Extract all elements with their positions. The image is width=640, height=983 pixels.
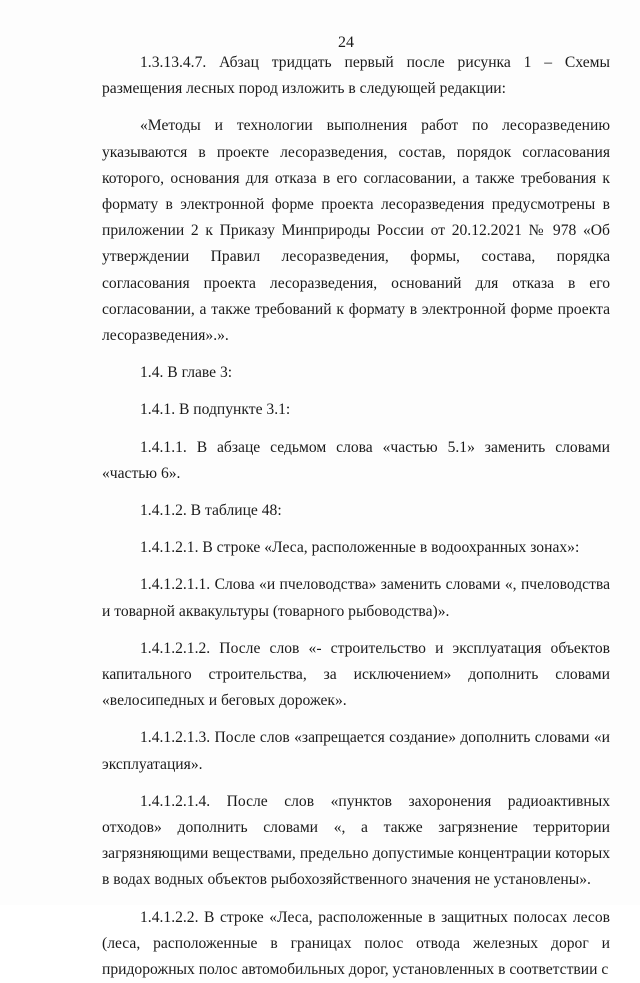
document-body xyxy=(102,50,610,983)
page-number: 24 xyxy=(338,34,354,51)
paragraph-1-4-1-2-1: 1.4.1.2.1. В строке «Леса, расположенные в водоохранных зонах»: xyxy=(140,539,580,557)
paragraph-1-4-1-1: 1.4.1.1. В абзаце седьмом слова «частью 5.1» заменить словами «частью 6». xyxy=(102,438,610,482)
paragraph-1-4-1-2-1-4: 1.4.1.2.1.4. После слов «пунктов захоронения радиоактивных отходов» дополнить словами «, а также загрязнение территории загрязняющими веществами, предельно допустимые концентрации которых в водах водных объектов рыбохозяйственного значения не установлены». xyxy=(102,792,610,889)
paragraph-1-4-1: 1.4.1. В подпункте 3.1: xyxy=(140,401,291,419)
paragraph-1-4: 1.4. В главе 3: xyxy=(140,364,233,382)
paragraph-1-4-1-2-2: 1.4.1.2.2. В строке «Леса, расположенные в защитных полосах лесов (леса, расположенные в границах полос отвода железных дорог и придорожных полос автомобильных дорог, установленных в соответствии с xyxy=(102,908,610,979)
paragraph-1-4-1-2-1-3: 1.4.1.2.1.3. После слов «запрещается создание» дополнить словами «и эксплуатация». xyxy=(102,729,610,773)
paragraph-quoted-methods: «Методы и технологии выполнения работ по лесоразведению указываются в проекте лесоразведения, состав, порядок согласования которого, основания для отказа в его согласовании, а также требования к формату в электронной форме проекта лесоразведения предусмотрены в приложении 2 к Приказу Минприроды России от 20.12.2021 № 978 «Об утверждении Правил лесоразведения, формы, состава, порядка согласования проекта лесоразведения, оснований для отказа в его согласовании, а также требований к формату в электронной форме проекта лесоразведения».». xyxy=(102,117,610,345)
paragraph-1-4-1-2-1-2: 1.4.1.2.1.2. После слов «- строительство и эксплуатация объектов капитального строительства, за исключением» дополнить словами «велосипедных и беговых дорожек». xyxy=(102,639,610,710)
paragraph-1-4-1-2-1-1: 1.4.1.2.1.1. Слова «и пчеловодства» заменить словами «, пчеловодства и товарной аквакультуры (товарного рыбоводства)». xyxy=(102,576,610,620)
paragraph-1-3-13-4-7: 1.3.13.4.7. Абзац тридцать первый после рисунка 1 – Схемы размещения лесных пород изложить в следующей редакции: xyxy=(102,54,610,98)
paragraph-1-4-1-2: 1.4.1.2. В таблице 48: xyxy=(140,502,282,520)
